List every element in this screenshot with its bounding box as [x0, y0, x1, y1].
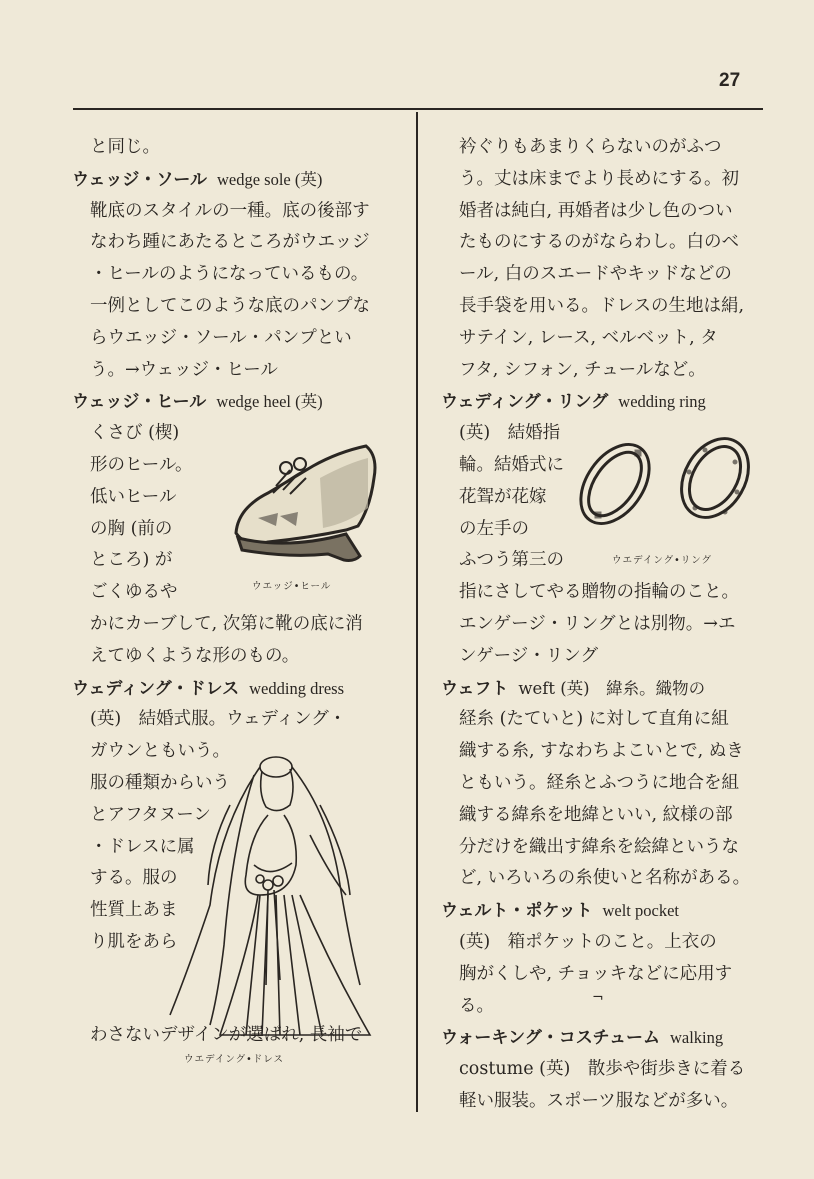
text-line: ンゲージ・リング [459, 645, 598, 666]
headword: ウェフト [441, 678, 509, 699]
text-line: 性質上あま [90, 900, 178, 921]
right-column [441, 132, 769, 1118]
text-line: えてゆくような形のもの。 [90, 645, 300, 666]
text-line: 服の種類からいう [90, 772, 230, 793]
text-line: とアフタヌーン [90, 804, 211, 825]
text-line: ガウンともいう。 [90, 741, 230, 762]
text-line: の左手の [459, 518, 529, 539]
text-line: する。服の [90, 868, 178, 889]
text-line: の胸 (前の [90, 518, 173, 539]
text-line: ふつう第三の [459, 550, 564, 571]
entry-header-wedding-dress [72, 673, 406, 705]
text-line: 花聟が花嫁 [459, 486, 547, 507]
headword: ウェッジ・ヒール [72, 392, 207, 413]
text-line: たものにするのがならわし。白のベ [459, 232, 739, 253]
headword: ウェディング・ドレス [72, 678, 240, 699]
entry-header-wedge-sole [72, 164, 406, 196]
page-number: 27 [719, 70, 741, 91]
wedding-rings-illustration [565, 432, 765, 532]
text-line: と同じ。 [90, 137, 160, 157]
text-line: う。→ウェッジ・ヒール [90, 359, 278, 380]
text-line: 指にさしてやる贈物の指輪のこと。 [459, 582, 739, 603]
entry-header-weft [441, 673, 769, 705]
english-term: wedding dress [249, 678, 344, 698]
entry-header-wedge-heel [72, 386, 406, 418]
text-line: る。 [459, 995, 494, 1016]
text-line: 婚者は純白, 再婚者は少し色のつい [459, 200, 733, 221]
text-line: サテイン, レース, ベルベット, タ [459, 327, 718, 348]
text-line: ・ヒールのようになっているもの。 [90, 264, 369, 285]
text-line: かにカーブして, 次第に靴の底に消 [90, 613, 363, 634]
text-line: エンゲージ・リングとは別物。→エ [459, 613, 736, 634]
text-line: ール, 白のスエードやキッドなどの [459, 264, 732, 285]
rings-caption: ウエデイング•リング [612, 555, 713, 566]
wedge-shoe-illustration [228, 438, 388, 568]
text-line: (英) 結婚指 [459, 423, 561, 444]
entry-header-welt-pocket [441, 895, 769, 927]
dress-caption: ウエデイング•ドレス [184, 1054, 284, 1065]
headword: ウォーキング・コスチューム [441, 1028, 660, 1049]
entry-header-wedding-ring [441, 386, 769, 418]
text-line: ともいう。経糸とふつうに地合を組 [459, 772, 739, 793]
text-line: ごくゆるや [90, 582, 178, 603]
text-line: わさないデザインが選ばれ, 長袖で [90, 1025, 363, 1046]
text-line: (英) 結婚式服。ウェディング・ [90, 709, 347, 730]
text-line: 一例としてこのような底のパンプな [90, 295, 370, 316]
text-line: ところ) が [90, 550, 173, 571]
text-line: ・ドレスに属 [90, 836, 195, 857]
text-line: 輪。結婚式に [459, 454, 564, 475]
text-line: (英) 箱ポケットのこと。上衣の [459, 931, 717, 952]
text-line: 軽い服装。スポーツ服などが多い。 [459, 1090, 739, 1111]
headword: ウェルト・ポケット [441, 901, 593, 922]
english-term: wedge heel (英) [216, 392, 323, 412]
text-line: 低いヒール [90, 486, 177, 507]
top-rule [73, 108, 763, 110]
text-line: くさび (楔) [90, 423, 180, 444]
text-line: 織する緯糸を地緯といい, 紋様の部 [459, 804, 733, 825]
headword: ウェディング・リング [441, 392, 609, 413]
entry-header-walking-costume [441, 1022, 769, 1054]
shoe-caption: ウエッジ•ヒール [252, 581, 332, 592]
text-line: り肌をあら [90, 931, 178, 952]
text-line: ど, いろいろの糸使いと名称がある。 [459, 868, 751, 889]
bracket-mark: ¬ [592, 990, 604, 1006]
text-line: う。丈は床までより長めにする。初 [459, 168, 739, 189]
text-line: 分だけを織出す緯糸を絵緯というな [459, 836, 739, 857]
headword: ウェッジ・ソール [72, 169, 207, 190]
wedding-dress-illustration [150, 745, 400, 1045]
text-line: 胸がくしや, チョッキなどに応用す [459, 963, 733, 984]
text-line: らウエッジ・ソール・パンプとい [90, 327, 352, 348]
text-line: 靴底のスタイルの一種。底の後部す [90, 200, 370, 221]
english-term: wedge sole (英) [216, 169, 323, 189]
text-line: 形のヒール。 [90, 454, 193, 475]
text-line: 織する糸, すなわちよこいとで, ぬき [459, 741, 744, 762]
text-line: costume (英) 散歩や街歩きに着る [459, 1059, 746, 1080]
text-line: 長手袋を用いる。ドレスの生地は絹, [459, 295, 745, 316]
text-line: 経糸 (たていと) に対して直角に組 [459, 709, 729, 730]
english-term: walking [669, 1028, 724, 1048]
english-term: weft (英) 緯糸。織物の [518, 678, 706, 698]
text-line: フタ, シフォン, チュールなど。 [459, 359, 706, 380]
english-term: wedding ring [618, 392, 706, 412]
english-term: welt pocket [602, 901, 679, 921]
column-divider [416, 112, 418, 1112]
text-line: 衿ぐりもあまりくらないのがふつ [459, 137, 722, 157]
text-line: なわち踵にあたるところがウエッジ [90, 232, 370, 253]
